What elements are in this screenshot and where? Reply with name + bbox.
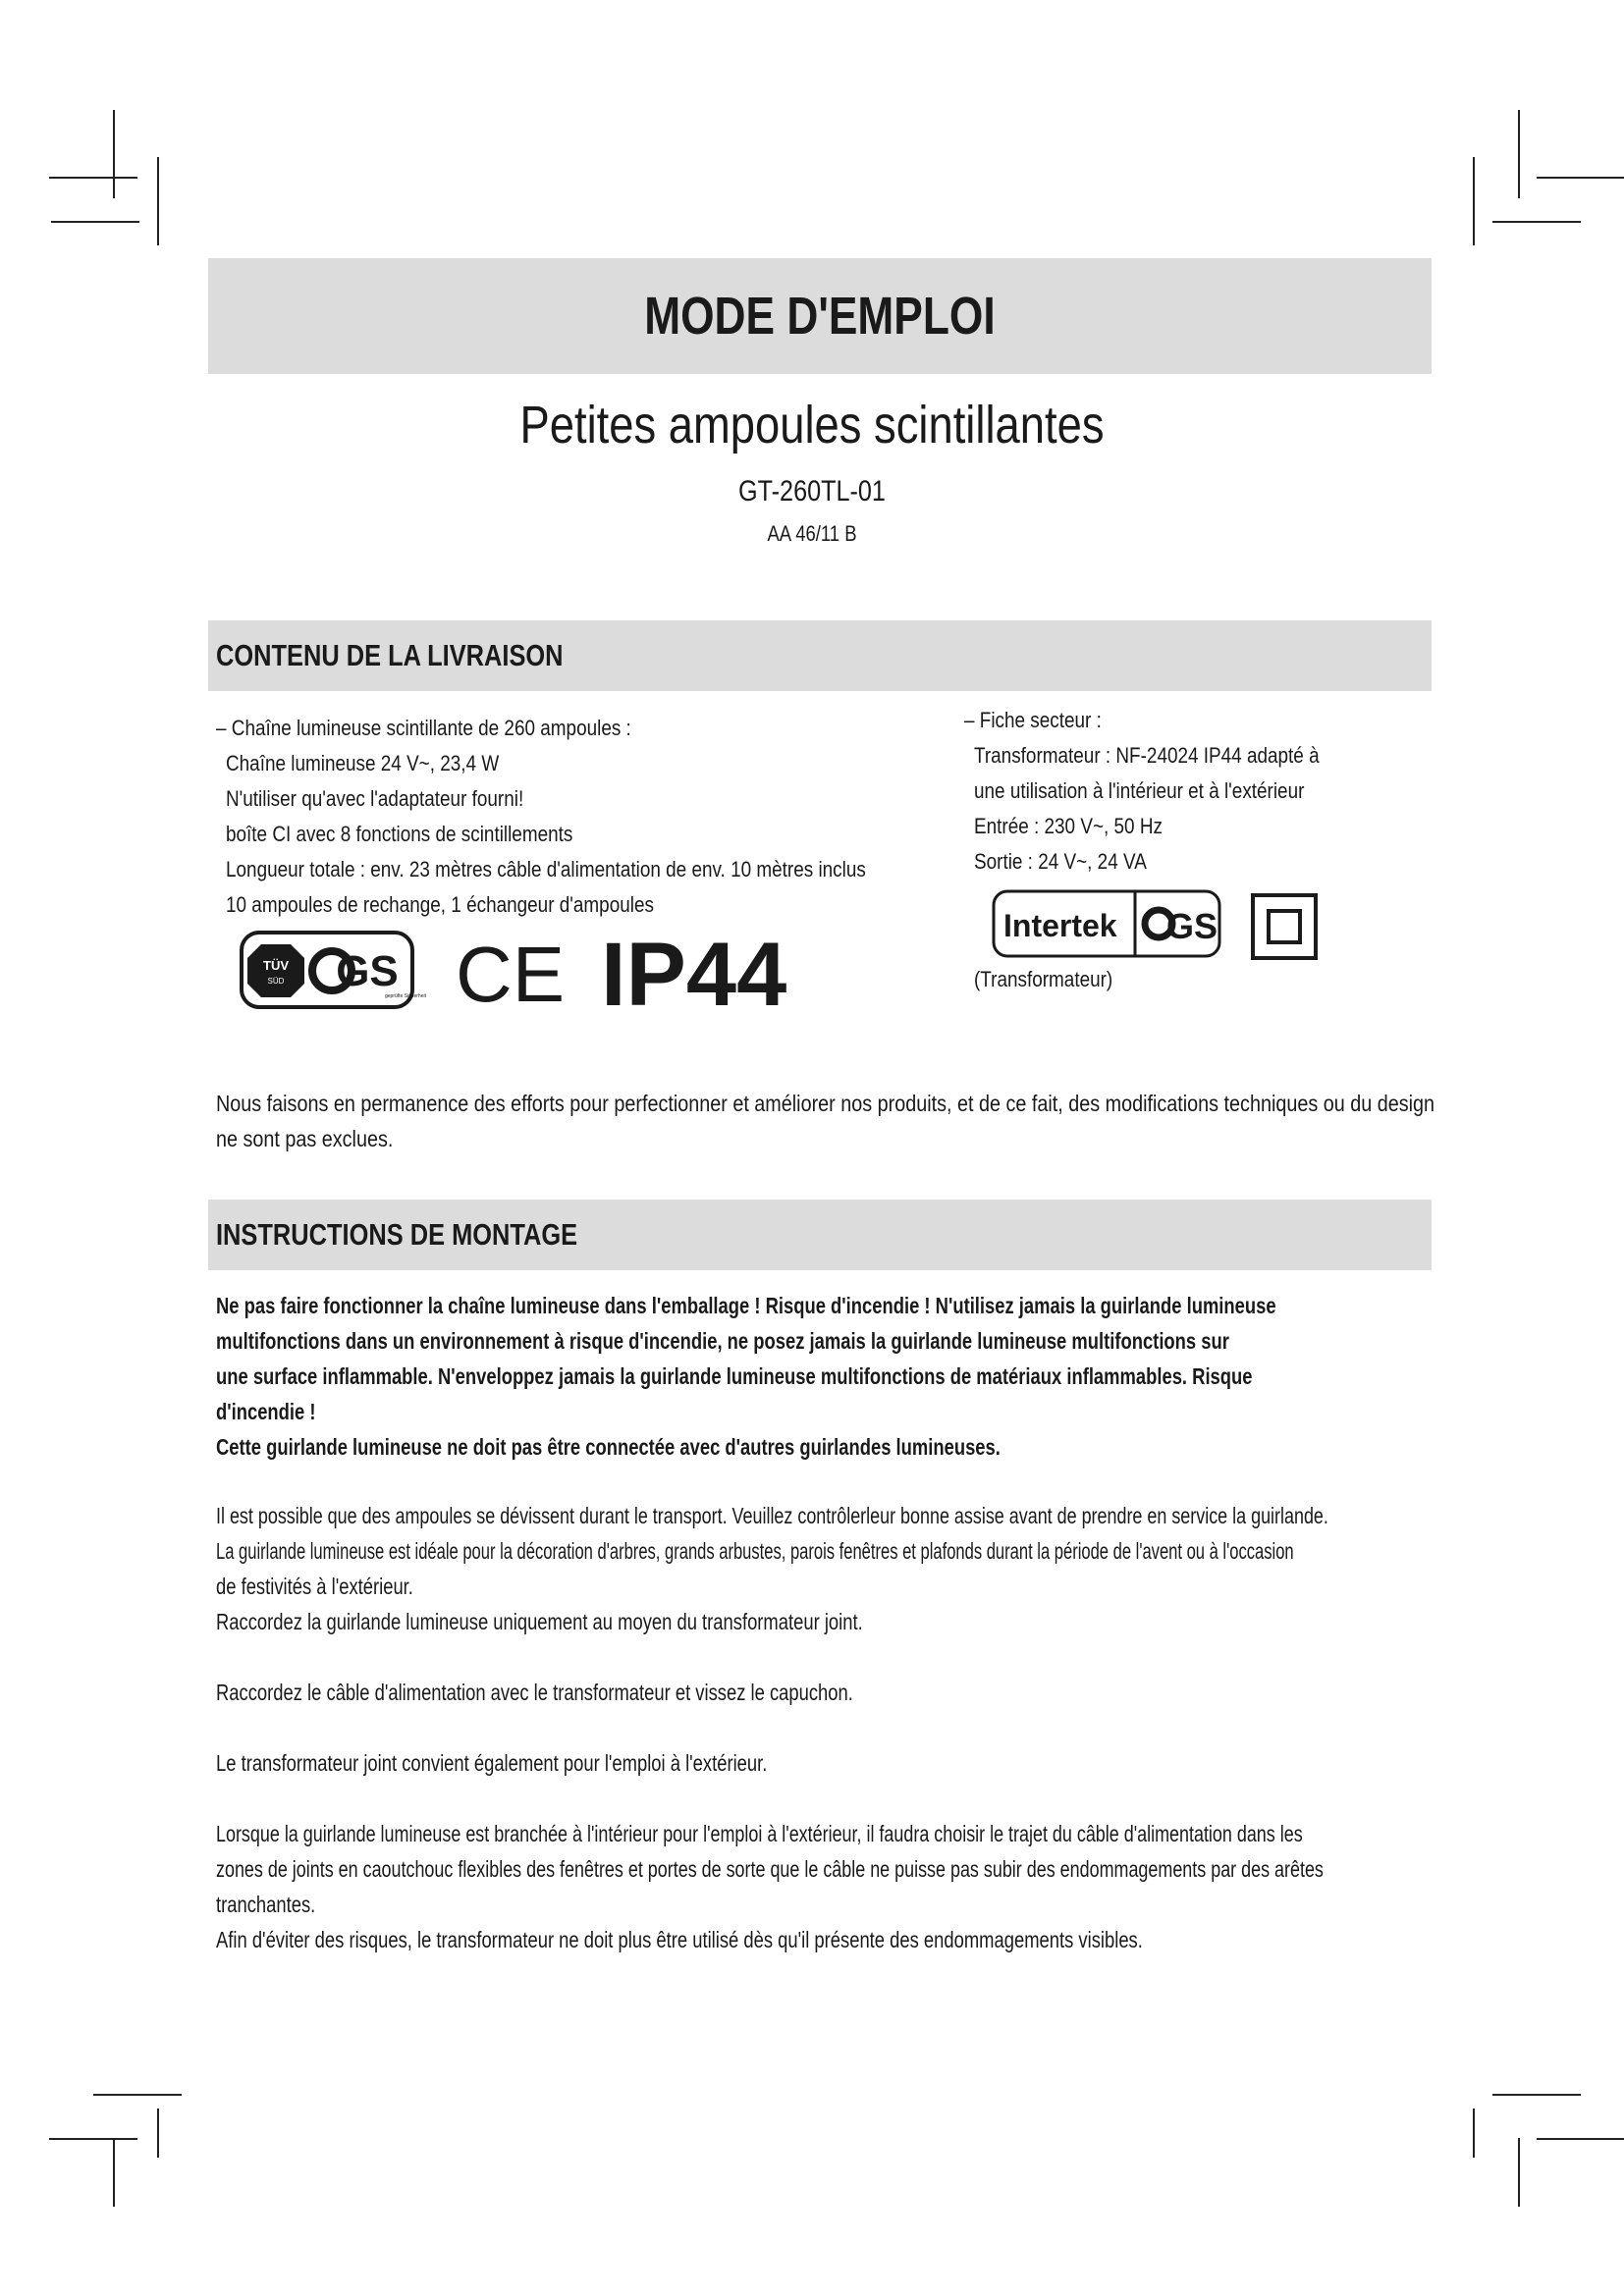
contenu-line: – Chaîne lumineuse scintillante de 260 ampoules : xyxy=(216,716,631,740)
warning-line: Cette guirlande lumineuse ne doit pas être connectée avec d'autres guirlandes lumineuses. xyxy=(216,1434,1001,1460)
contenu-line: une utilisation à l'intérieur et à l'extérieur xyxy=(974,778,1305,803)
warning-line: d'incendie ! xyxy=(216,1399,316,1424)
crop-mark xyxy=(1492,221,1581,223)
product-subtitle: Petites ampoules scintillantes xyxy=(519,396,1105,454)
crop-mark xyxy=(49,2138,137,2140)
intertek-logo: Intertek xyxy=(1003,908,1117,943)
body-line: Raccordez la guirlande lumineuse uniquement au moyen du transformateur joint. xyxy=(216,1609,863,1634)
body-line: tranchantes. xyxy=(216,1892,316,1917)
tuv-label: TÜV xyxy=(263,958,289,973)
contenu-line: Sortie : 24 V~, 24 VA xyxy=(974,849,1147,874)
section-title: CONTENU DE LA LIVRAISON xyxy=(216,638,564,672)
body-line: Lorsque la guirlande lumineuse est branchée à l'intérieur pour l'emploi à l'extérieur, il faudra choisir le trajet du câble d'alimentation dans les xyxy=(216,1821,1303,1846)
body-line: Afin d'éviter des risques, le transformateur ne doit plus être utilisé dès qu'il présente des endommagements visibles. xyxy=(216,1927,1143,1952)
contenu-line: – Fiche secteur : xyxy=(964,708,1102,732)
body-line: zones de joints en caoutchouc flexibles des fenêtres et portes de sorte que le câble ne puisse pas subir des endommagements par des arêtes xyxy=(216,1856,1324,1882)
contenu-left-column xyxy=(216,711,933,923)
crop-mark xyxy=(1518,110,1520,198)
design-note xyxy=(216,1086,1434,1156)
warning-line: une surface inflammable. N'enveloppez jamais la guirlande lumineuse multifonctions de matériaux inflammables. Risque xyxy=(216,1363,1253,1389)
note-line: Nous faisons en permanence des efforts pour perfectionner et améliorer nos produits, et de ce fait, des modifications techniques ou du design xyxy=(216,1091,1435,1116)
crop-mark xyxy=(51,221,139,223)
warning-line: multifonctions dans un environnement à risque d'incendie, ne posez jamais la guirlande lumineuse multifonctions sur xyxy=(216,1328,1229,1354)
contenu-line: N'utiliser qu'avec l'adaptateur fourni! xyxy=(226,786,524,811)
double-insulation-inner-icon xyxy=(1269,911,1300,942)
crop-mark xyxy=(157,157,159,245)
spacer xyxy=(216,1639,1434,1675)
note-line: ne sont pas exclues. xyxy=(216,1126,394,1151)
body-line: La guirlande lumineuse est idéale pour la décoration d'arbres, grands arbustes, parois fenêtres et plafonds durant la période de l'avent ou à l'occasion xyxy=(216,1538,1294,1564)
crop-mark xyxy=(1473,2109,1475,2158)
title-banner xyxy=(208,258,1432,374)
contenu-right-column xyxy=(964,703,1377,880)
contenu-line: Longueur totale : env. 23 mètres câble d'alimentation de env. 10 mètres inclus xyxy=(226,857,866,881)
crop-mark xyxy=(49,177,137,179)
contenu-line: Transformateur : NF-24024 IP44 adapté à xyxy=(974,743,1320,768)
crop-mark xyxy=(113,2138,115,2207)
contenu-line: Entrée : 230 V~, 50 Hz xyxy=(974,814,1163,838)
montage-instructions xyxy=(216,1498,1434,1957)
crop-mark xyxy=(93,2094,182,2096)
crop-mark xyxy=(1537,2138,1624,2140)
certification-logos-graphic xyxy=(240,927,809,1015)
ip44-mark: IP44 xyxy=(601,927,787,1015)
crop-mark xyxy=(1518,2138,1520,2207)
gs-label: GS xyxy=(336,947,399,995)
section-heading-montage xyxy=(208,1200,1432,1270)
reference-code: AA 46/11 B xyxy=(767,521,857,546)
body-line: Le transformateur joint convient également pour l'emploi à l'extérieur. xyxy=(216,1750,768,1776)
certification-logos xyxy=(240,927,809,1015)
section-title: INSTRUCTIONS DE MONTAGE xyxy=(216,1217,578,1252)
crop-mark xyxy=(113,110,115,198)
body-line: Il est possible que des ampoules se dévissent durant le transport. Veuillez contrôlerleur bonne assise avant de prendre en service la guirlande. xyxy=(216,1503,1328,1528)
gs-small-label: geprüfte Sicherheit xyxy=(385,993,426,999)
section-heading-contenu xyxy=(208,620,1432,691)
crop-mark xyxy=(1537,177,1624,179)
page-title: MODE D'EMPLOI xyxy=(644,287,996,346)
transformer-logos xyxy=(992,887,1326,966)
contenu-line: Chaîne lumineuse 24 V~, 23,4 W xyxy=(226,751,500,775)
transformer-caption-wrap xyxy=(974,962,1135,997)
transformer-logos-graphic xyxy=(992,887,1326,966)
spacer xyxy=(216,1781,1434,1816)
contenu-line: 10 ampoules de rechange, 1 échangeur d'ampoules xyxy=(226,892,654,917)
ce-mark-icon: CE xyxy=(456,931,566,1015)
crop-mark xyxy=(157,2109,159,2158)
double-insulation-outer-icon xyxy=(1253,895,1316,958)
tuv-sub-label: SÜD xyxy=(267,977,285,986)
crop-mark xyxy=(1492,2094,1581,2096)
body-line: de festivités à l'extérieur. xyxy=(216,1574,413,1599)
spacer xyxy=(216,1710,1434,1745)
contenu-line: boîte CI avec 8 fonctions de scintillements xyxy=(226,822,573,846)
crop-mark xyxy=(1473,157,1475,245)
gs-label: GS xyxy=(1165,906,1218,946)
body-line: Raccordez le câble d'alimentation avec le transformateur et vissez le capuchon. xyxy=(216,1680,853,1705)
transformer-caption: (Transformateur) xyxy=(974,967,1113,991)
warning-line: Ne pas faire fonctionner la chaîne lumineuse dans l'emballage ! Risque d'incendie ! N'utilisez jamais la guirlande lumineuse xyxy=(216,1293,1276,1318)
model-number: GT-260TL-01 xyxy=(738,475,886,507)
fire-warning xyxy=(216,1288,1434,1465)
